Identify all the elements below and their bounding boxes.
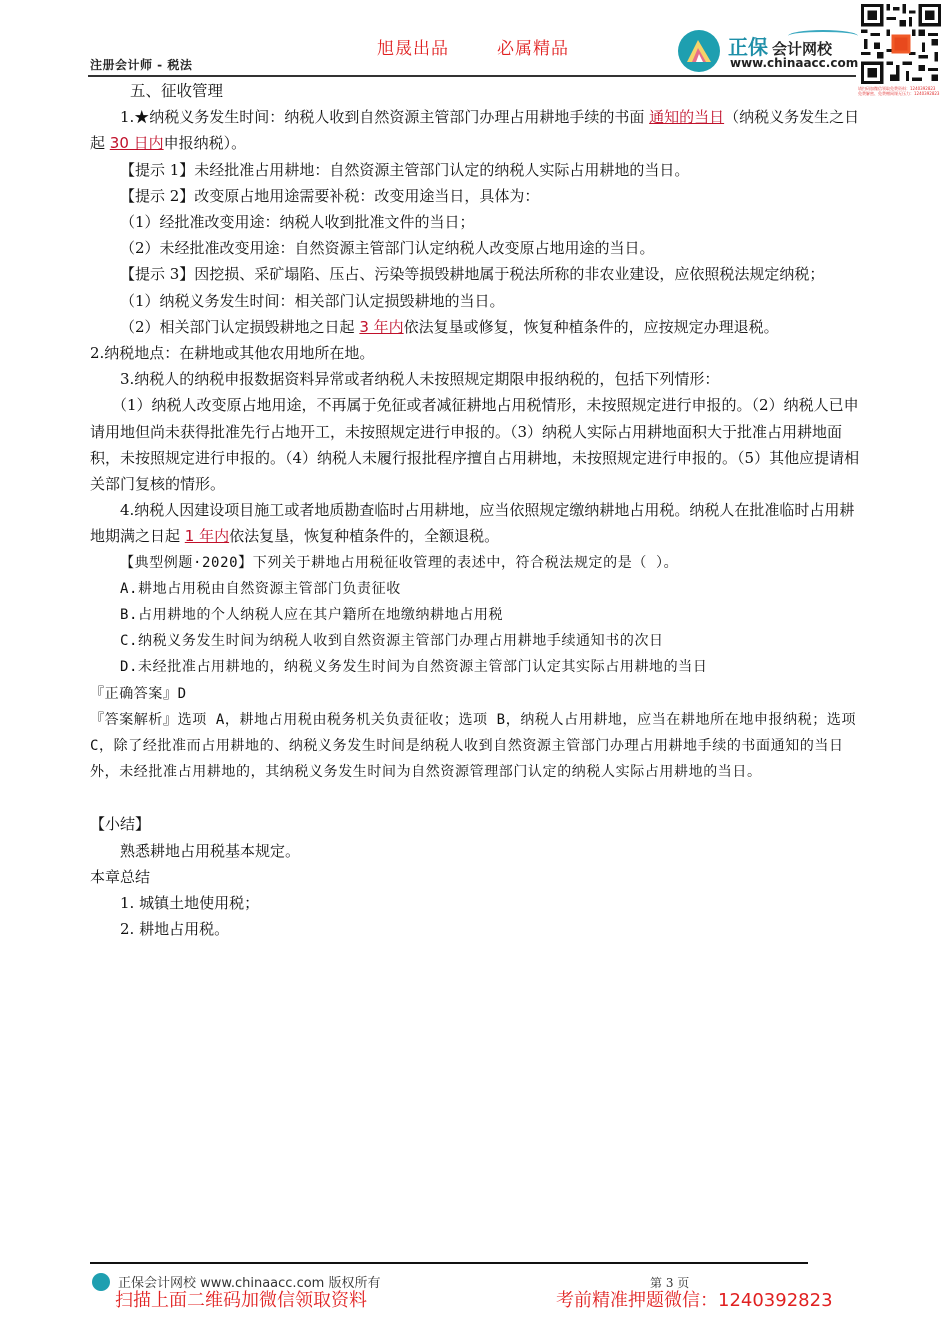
highlight-3-years: 3 年内 [359, 317, 404, 336]
example-option-a: A.耕地占用税由自然资源主管部门负责征收 [120, 580, 401, 597]
tip-3-b: （2）相关部门认定损毁耕地之日起 3 年内依法复垦或修复，恢复种植条件的，应按规定办理退税。 [120, 317, 779, 336]
highlight-1-year: 1 年内 [184, 527, 230, 546]
header-divider [88, 75, 856, 77]
chapter-summary-title: 本章总结 [90, 867, 151, 886]
tip-2: 【提示 2】改变原占地用途需要补税：改变用途当日，具体为： [120, 186, 540, 205]
paragraph-item-4: 4.纳税人因建设项目施工或者地质勘查临时占用耕地，应当依照规定缴纳耕地占用税。纳税人在批准临时占用耕地期满之日起 1 年内依法复垦，恢复种植条件的，全额退税。 [90, 501, 855, 546]
summary-text: 熟悉耕地占用税基本规定。 [120, 841, 301, 860]
example-question: 【典型例题·2020】下列关于耕地占用税征收管理的表述中，符合税法规定的是（ ）。 [120, 554, 679, 571]
page-number: 第 3 页 [650, 1276, 690, 1290]
chinaacc-logo [678, 26, 858, 76]
paragraph-item-1: 1.★纳税义务发生时间：纳税人收到自然资源主管部门办理占用耕地手续的书面 通知的当日（纳税义务发生之日起 30 日内申报纳税）。 [90, 108, 860, 153]
slogan-right: 必属精品 [497, 39, 569, 59]
highlight-notice-day: 通知的当日 [649, 108, 725, 127]
answer-analysis: 『答案解析』选项 A，耕地占用税由税务机关负责征收；选项 B，纳税人占用耕地，应当在耕地所在地申报纳税；选项 C，除了经批准而占用耕地的、纳税义务发生时间是纳税人收到自然资源主管部门办理占用耕地手续的书面通知的当日外，未经批准占用耕地的，其纳税义务发生时间为自然资源管理部门认定的纳税人实际占用耕地的当日。 [90, 711, 857, 781]
footer-copyright: 正保会计网校 www.chinaacc.com 版权所有 [118, 1276, 381, 1291]
example-option-c: C.纳税义务发生时间为纳税人收到自然资源主管部门办理占用耕地手续通知书的次日 [120, 633, 664, 650]
qr-code [861, 4, 941, 84]
tip-3: 【提示 3】因挖损、采矿塌陷、压占、污染等损毁耕地属于税法所称的非农业建设，应依照税法规定纳税； [120, 265, 825, 284]
tip-3-a: （1）纳税义务发生时间：相关部门认定损毁耕地的当日。 [120, 291, 505, 310]
example-option-d: D.未经批准占用耕地的，纳税义务发生时间为自然资源主管部门认定其实际占用耕地的当日 [120, 659, 708, 676]
paragraph-item-3-detail: （1）纳税人改变原占地用途，不再属于免征或者减征耕地占用税情形，未按照规定进行申报的。（2）纳税人已申请用地但尚未获得批准先行占地开工，未按照规定进行申报的。（3）纳税人实际占用耕地面积大于批准占用耕地面积，未按照规定进行申报的。（4）纳税人未履行报批程序擅自占用耕地，未按照规定进行申报的。（5）其他应提请相关部门复核的情形。 [90, 396, 860, 494]
tip-2-a: （1）经批准改变用途：纳税人收到批准文件的当日； [120, 213, 475, 232]
chapter-item-1: 1. 城镇土地使用税； [120, 894, 260, 913]
document-body [90, 78, 860, 943]
logo-url: www.chinaacc.com [730, 56, 859, 70]
qr-caption: 请扫码加微信领取免费资料：1240392823 免费解密、免费赠网课无压力：1240392823 [858, 86, 940, 96]
paragraph-item-2: 2.纳税地点：在耕地或其他农用地所在地。 [90, 344, 375, 363]
correct-answer: 『正确答案』D [90, 685, 187, 702]
slogan-left: 旭晟出品 [377, 39, 449, 59]
example-option-b: B.占用耕地的个人纳税人应在其户籍所在地缴纳耕地占用税 [120, 607, 504, 624]
footer-logo-icon [92, 1273, 110, 1291]
paragraph-item-3: 3.纳税人的纳税申报数据资料异常或者纳税人未按照规定期限申报纳税的，包括下列情形： [120, 370, 720, 389]
document-label: 注册会计师 - 税法 [90, 58, 193, 72]
chapter-item-2: 2. 耕地占用税。 [120, 920, 230, 939]
footer-divider [90, 1262, 808, 1264]
tip-1: 【提示 1】未经批准占用耕地：自然资源主管部门认定的纳税人实际占用耕地的当日。 [120, 160, 690, 179]
logo-subname: 会计网校 [772, 40, 833, 58]
highlight-30-days: 30 日内 [109, 134, 164, 153]
logo-emblem-icon [678, 30, 720, 72]
summary-title: 【小结】 [90, 815, 151, 834]
footer-promo-right: 考前精准押题微信：1240392823 [556, 1290, 833, 1311]
logo-name: 正保 [728, 35, 768, 59]
section-title: 五、征收管理 [130, 82, 224, 100]
footer-promo-left: 扫描上面二维码加微信领取资料 [115, 1290, 367, 1311]
tip-2-b: （2）未经批准改变用途：自然资源主管部门认定纳税人改变原占地用途的当日。 [120, 239, 655, 258]
